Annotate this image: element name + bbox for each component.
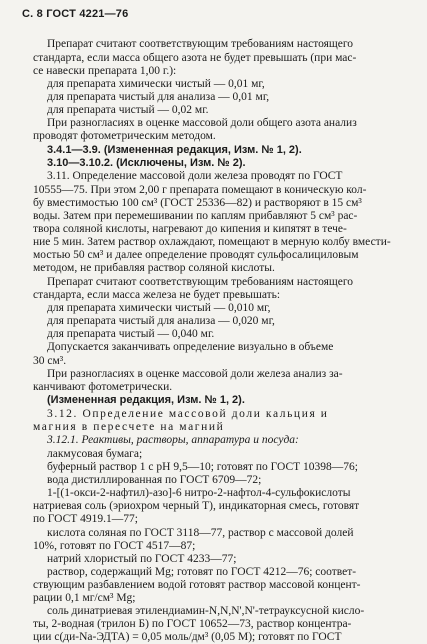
text-line: для препарата чистый — 0,040 мг. <box>47 328 215 340</box>
text-line: ции с(ди-Na-ЭДТА) = 0,05 моль/дм³ (0,05 М); готовят по ГОСТ <box>33 631 342 643</box>
text-line: рации 0,1 мг/см³ Mg; <box>33 592 136 604</box>
text-line: для препарата химически чистый — 0,010 мг, <box>47 302 271 314</box>
text-line: воды. Затем при перемешивании по каплям прибавляют 5 см³ рас- <box>33 210 358 222</box>
text-line: канчивают фотометрически. <box>33 381 173 393</box>
text-line: 10%, готовят по ГОСТ 4517—87; <box>33 540 196 552</box>
subsection-heading: 3.12.1. Реактивы, растворы, аппаратура и посуда: <box>47 434 299 446</box>
text-line: 3.11. Определение массовой доли железа проводят по ГОСТ <box>47 170 343 182</box>
text-line: ние 5 мин. Затем раствор охлаждают, помещают в мерную колбу вмести- <box>33 236 391 248</box>
text-line: Допускается заканчивать определение визуально в объеме <box>47 341 334 353</box>
text-line: натрий хлористый по ГОСТ 4233—77; <box>47 553 237 565</box>
text-line: лакмусовая бумага; <box>47 448 143 460</box>
text-line: твора соляной кислоты, нагревают до кипения и кипятят в тече- <box>33 223 347 235</box>
text-line: раствор, содержащий Mg; готовят по ГОСТ 4212—76; соответ- <box>47 566 357 578</box>
text-line: соль динатриевая этилендиамин-N,N,N',N'-тетрауксусной кисло- <box>47 605 365 617</box>
text-line: 10555—75. При этом 2,00 г препарата помещают в коническую кол- <box>33 184 367 196</box>
text-line: буферный раствор 1 с рН 9,5—10; готовят по ГОСТ 10398—76; <box>47 461 359 473</box>
text-line: для препарата чистый для анализа — 0,020 мг, <box>47 315 275 327</box>
text-line: стандарта, если масса железа не будет превышать: <box>33 289 281 301</box>
text-line: проводят фотометрическим методом. <box>33 130 216 142</box>
text-line: При разногласиях в оценке массовой доли железа анализ за- <box>47 368 343 380</box>
text-line: При разногласиях в оценке массовой доли общего азота анализ <box>47 117 357 129</box>
amendment-line: 3.4.1—3.9. (Измененная редакция, Изм. № 1, 2). <box>47 144 302 156</box>
text-line: ты, 2-водная (трилон Б) по ГОСТ 10652—73, раствор концентра- <box>33 618 352 630</box>
text-line: Препарат считают соответствующим требованиям настоящего <box>47 38 354 50</box>
text-line: кислота соляная по ГОСТ 3118—77, раствор с массовой долей <box>47 527 354 539</box>
text-line: стандарта, если масса общего азота не будет превышать (при мас- <box>33 52 357 64</box>
text-line: для препарата чистый — 0,02 мг. <box>47 104 209 116</box>
text-line: бу вместимостью 100 см³ (ГОСТ 25336—82) и растворяют в 15 см³ <box>33 197 362 209</box>
text-line: натриевая соль (эриохром черный Т), индикаторная смесь, готовят <box>33 500 360 512</box>
page-header: С. 8 ГОСТ 4221—76 <box>22 8 129 20</box>
text-line: по ГОСТ 4919.1—77; <box>33 513 138 525</box>
section-heading: 3.12. Определение массовой доли кальция и <box>47 408 329 420</box>
amendment-line: (Измененная редакция, Изм. № 1, 2). <box>47 394 245 406</box>
text-line: для препарата чистый для анализа — 0,01 мг, <box>47 91 270 103</box>
text-line: 1-[(1-окси-2-нафтил)-азо]-6 нитро-2-нафтол-4-сульфокислоты <box>47 487 351 499</box>
text-line: се навески препарата 1,00 г.): <box>33 65 177 77</box>
text-line: для препарата химически чистый — 0,01 мг, <box>47 78 265 90</box>
text-line: ствующим разбавлением водой готовят раствор массовой концент- <box>33 579 361 591</box>
text-line: мостью 50 см³ и далее определение проводят сульфосалициловым <box>33 249 359 261</box>
text-line: методом, не прибавляя раствор соляной кислоты. <box>33 262 275 274</box>
text-line: 30 см³. <box>33 355 67 367</box>
text-line: вода дистиллированная по ГОСТ 6709—72; <box>47 474 262 486</box>
amendment-line: 3.10—3.10.2. (Исключены, Изм. № 2). <box>47 157 246 169</box>
section-heading: магния в пересчете на магний <box>33 421 225 433</box>
text-line: Препарат считают соответствующим требованиям настоящего <box>47 276 354 288</box>
